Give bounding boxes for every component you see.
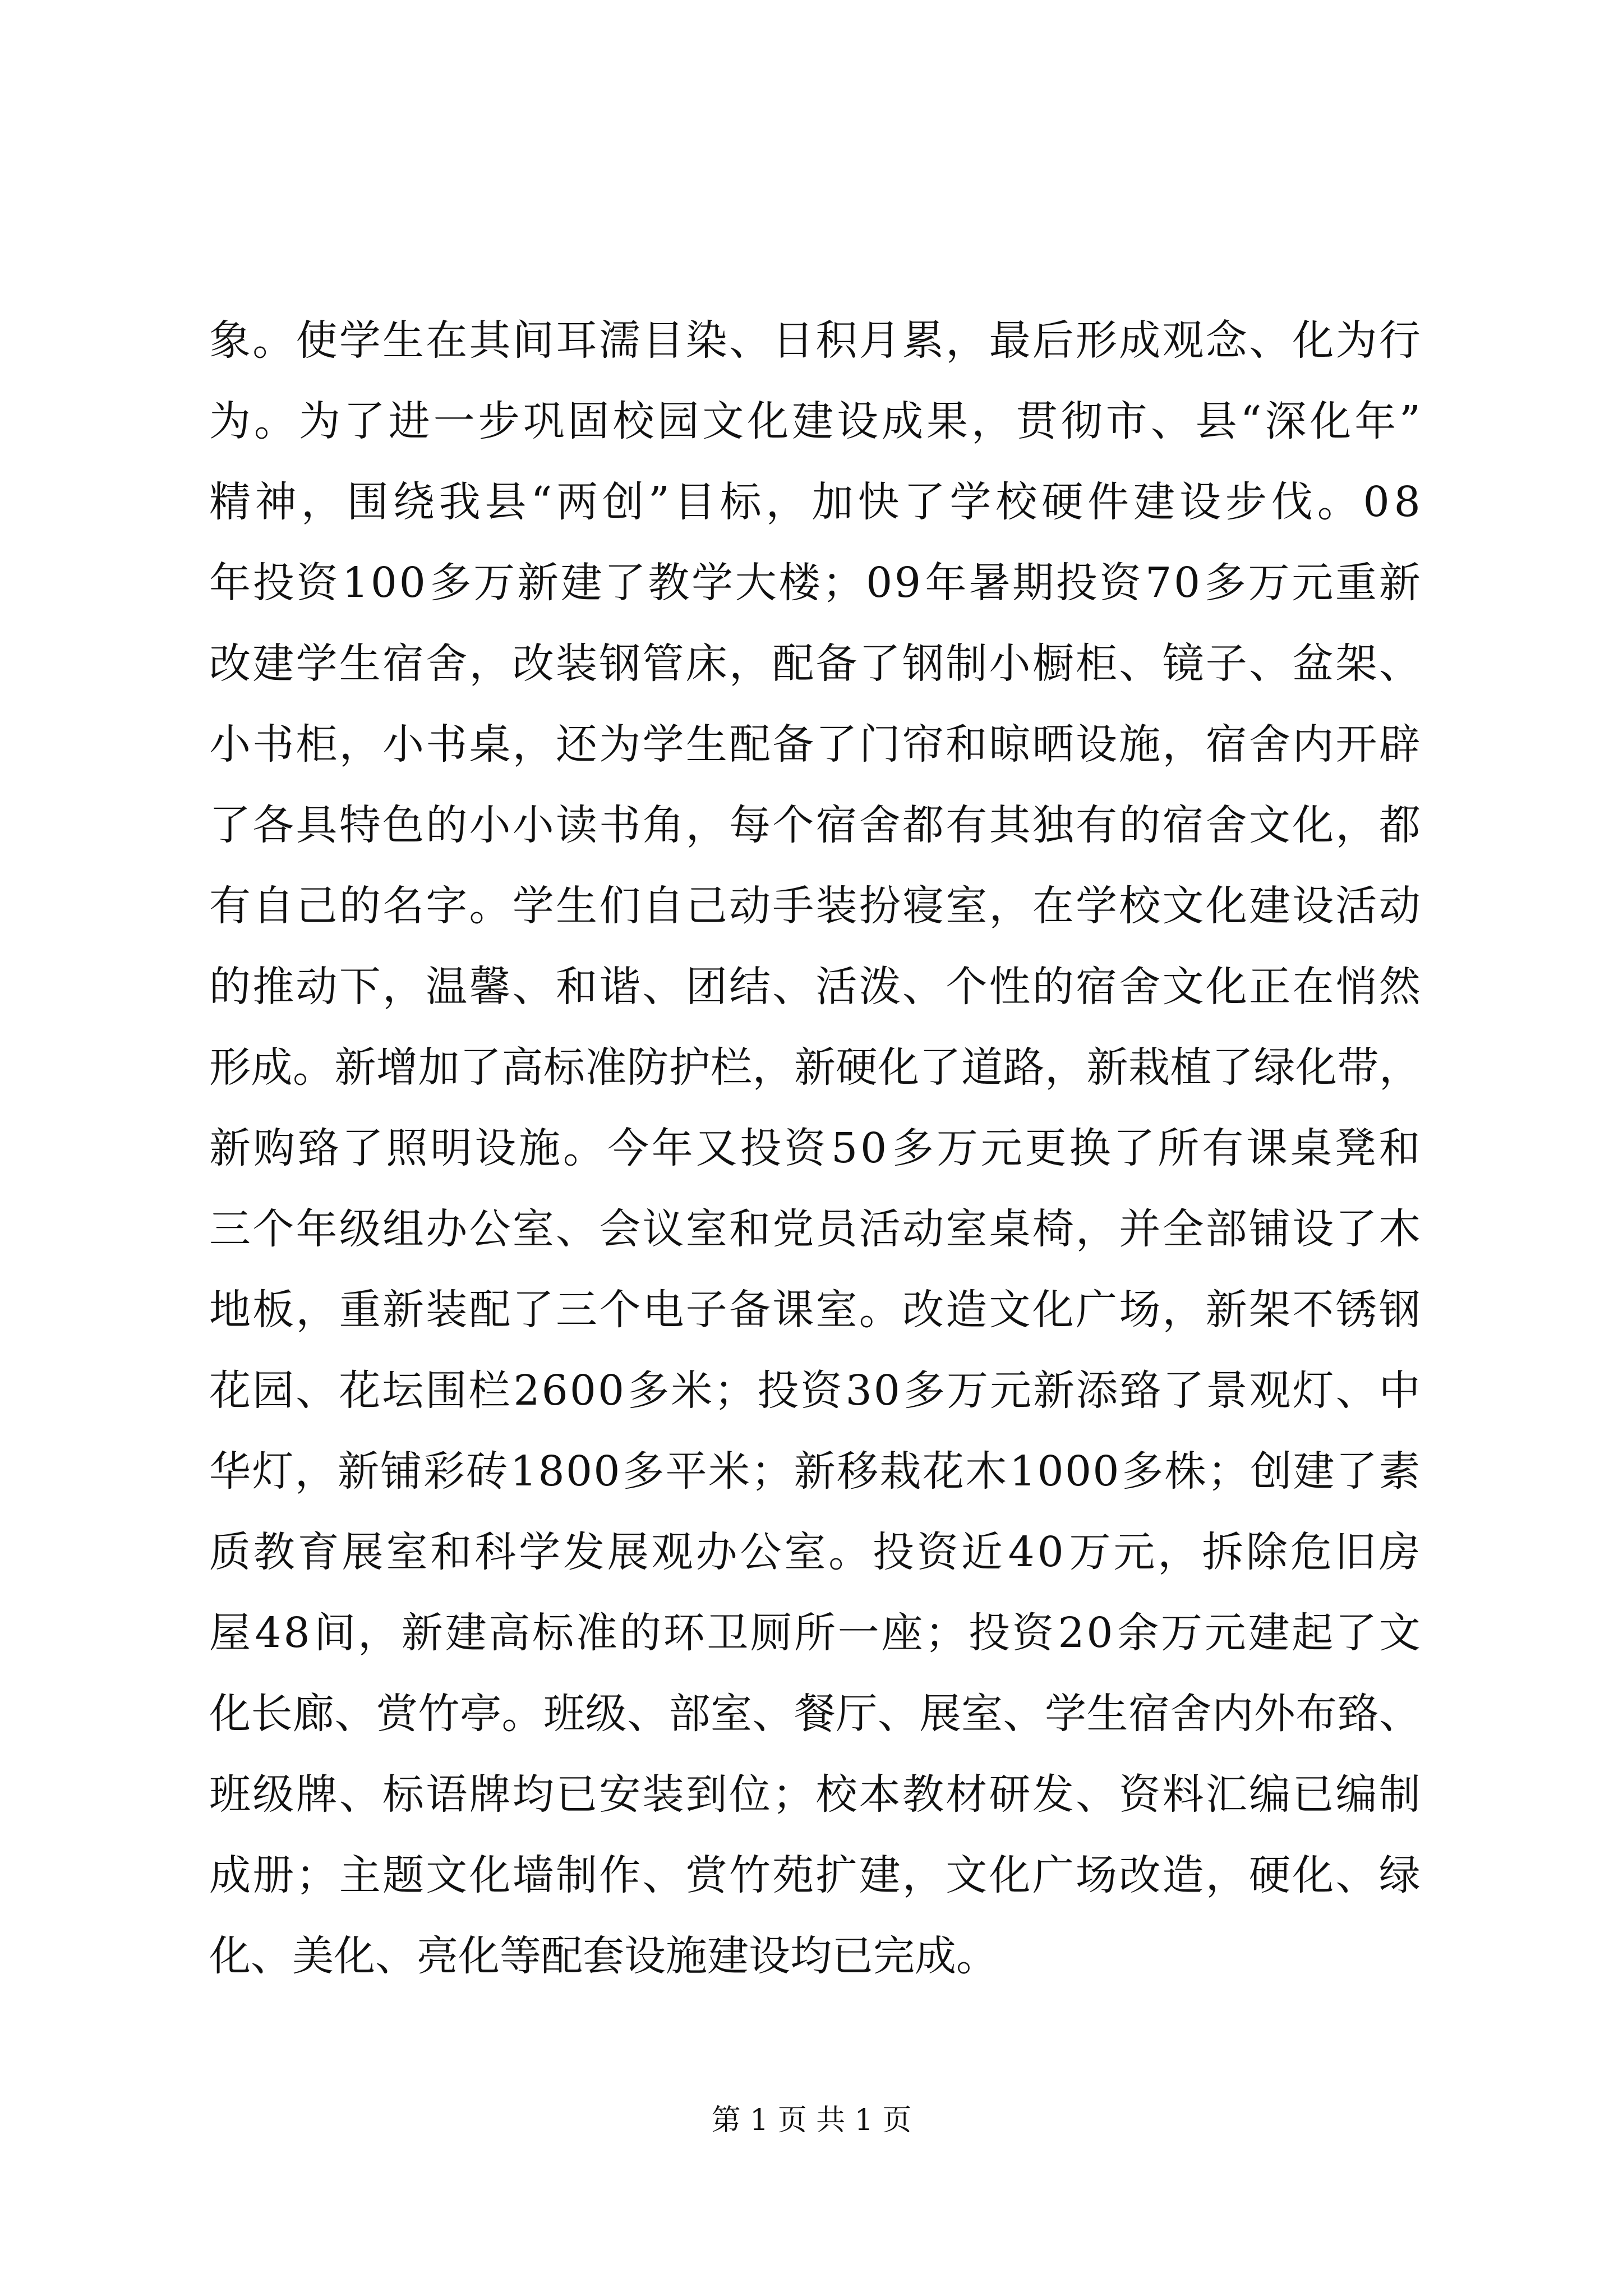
text-line: 形 成 。 新 增 加 了 高 标 准 防 护 栏 ， 新 硬 化 了 道 路 ， 新 栽 植 了 绿 化 带 ， <box>209 1043 1421 1092</box>
text-line: 有 自 己 的 名 字 。 学 生 们 自 己 动 手 装 扮 寝 室 ， 在 学 校 文 化 建 设 活 动 <box>209 882 1421 930</box>
text-line: 了 各 具 特 色 的 小 小 读 书 角 ， 每 个 宿 舍 都 有 其 独 有 的 宿 舍 文 化 ， 都 <box>209 801 1421 849</box>
text-line: 化 长 廊 、 赏 竹 亭 。 班 级 、 部 室 、 餐 厅 、 展 室 、 学 生 宿 舍 内 外 布 臵 、 <box>209 1690 1421 1738</box>
text-line: 精 神 ， 围 绕 我 县 “ 两 创 ” 目 标 ， 加 快 了 学 校 硬 件 建 设 步 伐 。 0 8 <box>209 478 1421 526</box>
text-line: 地 板 ， 重 新 装 配 了 三 个 电 子 备 课 室 。 改 造 文 化 广 场 ， 新 架 不 锈 钢 <box>209 1286 1421 1334</box>
body-text <box>209 300 1421 1996</box>
text-line: 华 灯 ， 新 铺 彩 砖 1 8 0 0 多 平 米 ； 新 移 栽 花 木 1 0 0 0 多 株 ； 创 建 了 素 <box>209 1447 1421 1496</box>
text-line: 成 册 ； 主 题 文 化 墙 制 作 、 赏 竹 苑 扩 建 ， 文 化 广 场 改 造 ， 硬 化 、 绿 <box>209 1851 1421 1899</box>
text-line: 改 建 学 生 宿 舍 ， 改 装 钢 管 床 ， 配 备 了 钢 制 小 橱 柜 、 镜 子 、 盆 架 、 <box>209 639 1421 688</box>
text-line: 屋 4 8 间 ， 新 建 高 标 准 的 环 卫 厕 所 一 座 ； 投 资 2 0 余 万 元 建 起 了 文 <box>209 1609 1421 1657</box>
text-line: 小 书 柜 ， 小 书 桌 ， 还 为 学 生 配 备 了 门 帘 和 晾 晒 设 施 ， 宿 舍 内 开 辟 <box>209 720 1421 769</box>
text-line: 班 级 牌 、 标 语 牌 均 已 安 装 到 位 ； 校 本 教 材 研 发 、 资 料 汇 编 已 编 制 <box>209 1770 1421 1819</box>
text-line: 化、美化、亮化等配套设施建设均已完成。 <box>209 1932 998 1980</box>
text-line: 象 。 使 学 生 在 其 间 耳 濡 目 染 、 日 积 月 累 ， 最 后 形 成 观 念 、 化 为 行 <box>209 316 1421 365</box>
text-line: 年 投 资 1 0 0 多 万 新 建 了 教 学 大 楼 ； 0 9 年 暑 期 投 资 7 0 多 万 元 重 新 <box>209 559 1421 607</box>
text-line: 花 园 、 花 坛 围 栏 2 6 0 0 多 米 ； 投 资 3 0 多 万 元 新 添 臵 了 景 观 灯 、 中 <box>209 1366 1421 1415</box>
text-line: 为 。 为 了 进 一 步 巩 固 校 园 文 化 建 设 成 果 ， 贯 彻 市 、 县 “ 深 化 年 ” <box>209 397 1421 445</box>
text-line: 三 个 年 级 组 办 公 室 、 会 议 室 和 党 员 活 动 室 桌 椅 ， 并 全 部 铺 设 了 木 <box>209 1205 1421 1253</box>
text-line: 质 教 育 展 室 和 科 学 发 展 观 办 公 室 。 投 资 近 4 0 万 元 ， 拆 除 危 旧 房 <box>209 1528 1421 1576</box>
text-line: 新 购 臵 了 照 明 设 施 。 今 年 又 投 资 5 0 多 万 元 更 换 了 所 有 课 桌 凳 和 <box>209 1124 1421 1172</box>
page-footer: 第 1 页 共 1 页 <box>711 2104 912 2137</box>
text-line: 的 推 动 下 ， 温 馨 、 和 谐 、 团 结 、 活 泼 、 个 性 的 宿 舍 文 化 正 在 悄 然 <box>209 963 1421 1011</box>
